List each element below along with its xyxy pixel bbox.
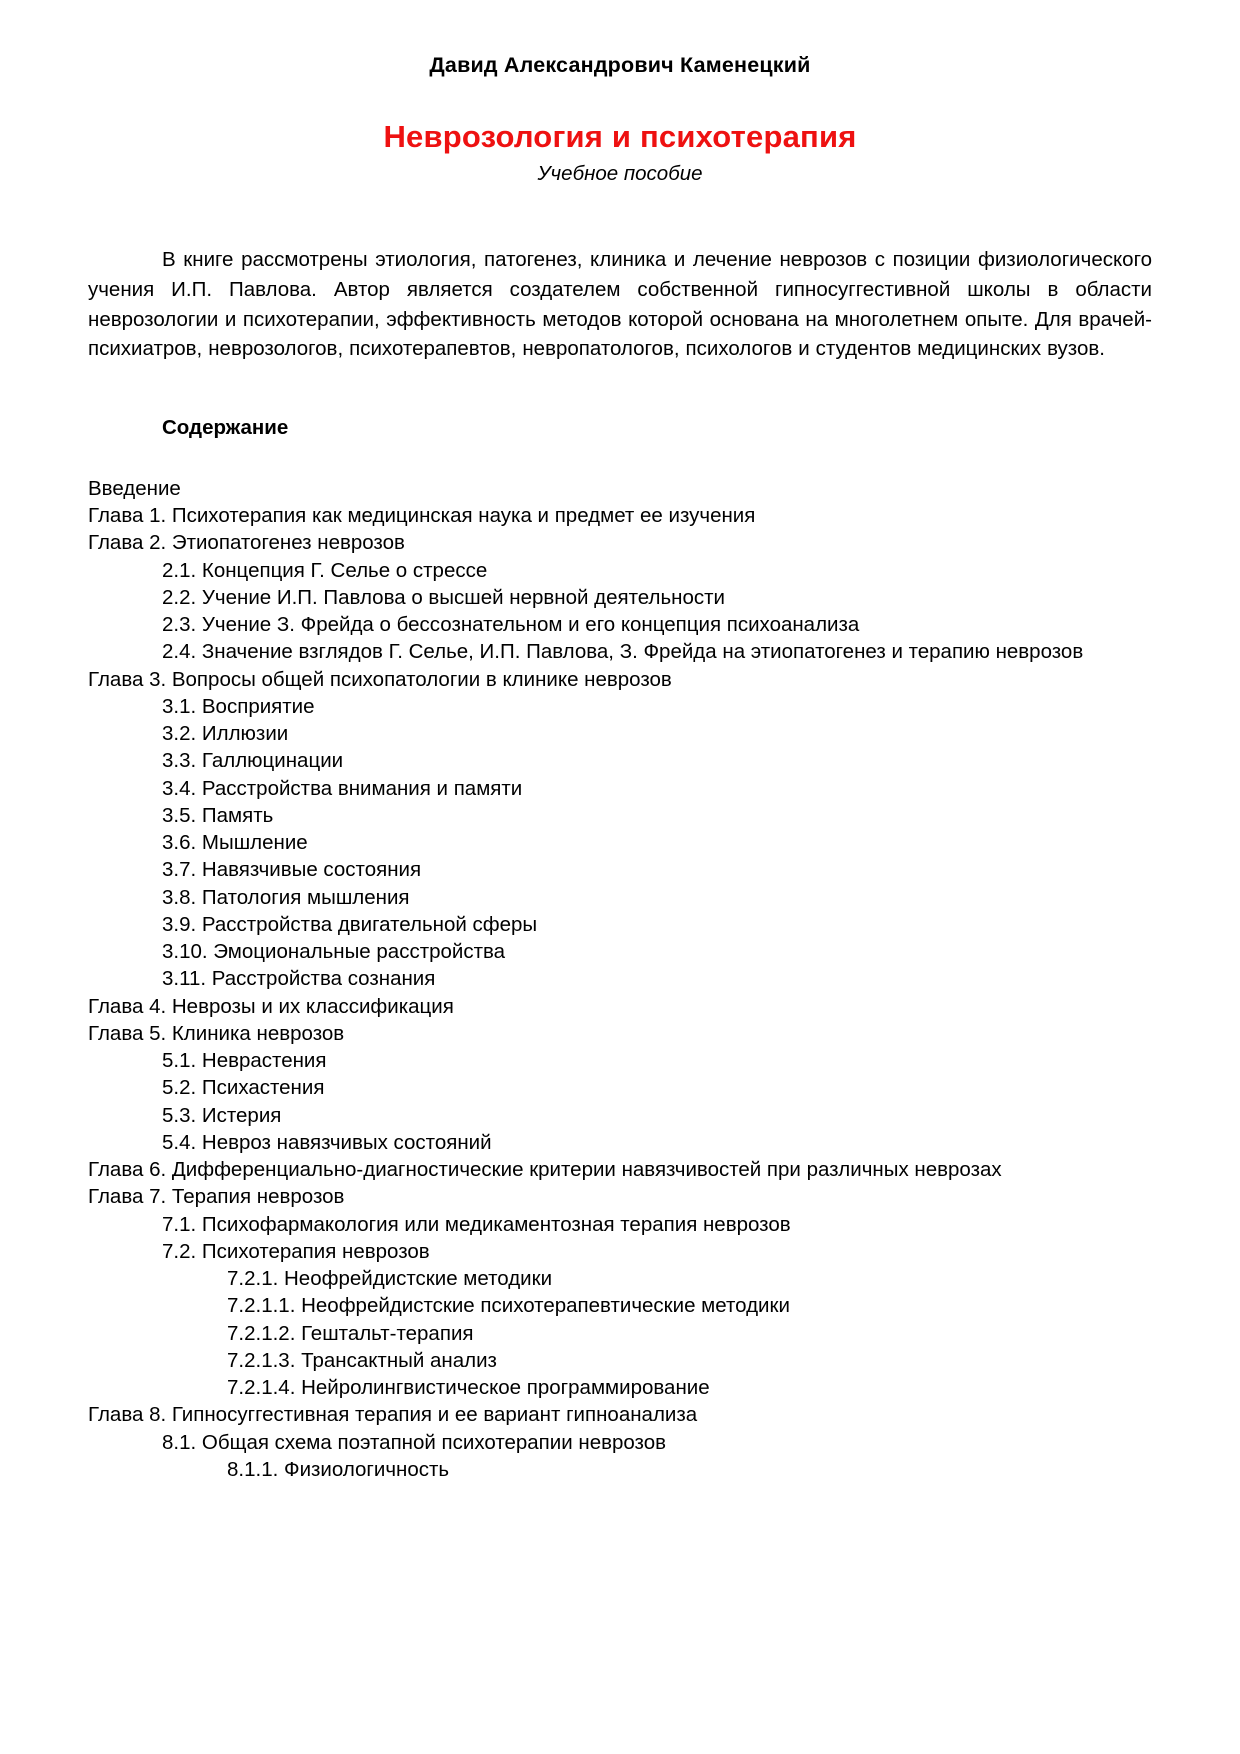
toc-entry[interactable]: 5.1. Неврастения (162, 1049, 327, 1073)
toc-entry[interactable]: Глава 6. Дифференциально-диагностические критерии навязчивостей при различных неврозах (88, 1158, 1002, 1182)
toc-entry[interactable]: 3.4. Расстройства внимания и памяти (162, 776, 523, 800)
toc-entry[interactable]: Глава 4. Неврозы и их классификация (88, 994, 454, 1018)
toc-entry[interactable]: 7.2.1. Неофрейдистские методики (227, 1267, 553, 1291)
toc-entry[interactable]: 5.2. Психастения (162, 1076, 325, 1100)
toc-entry[interactable]: 7.2.1.3. Трансактный анализ (227, 1348, 497, 1372)
book-subtitle: Учебное пособие (537, 162, 703, 186)
toc-entry[interactable]: 3.8. Патология мышления (162, 885, 410, 909)
toc-entry[interactable]: 3.10. Эмоциональные расстройства (162, 940, 506, 964)
toc-entry[interactable]: 7.2.1.2. Гештальт-терапия (227, 1321, 474, 1345)
toc-entry[interactable]: 3.3. Галлюцинации (162, 749, 344, 773)
toc-entry[interactable]: 7.2. Психотерапия неврозов (162, 1239, 430, 1263)
abstract-paragraph: В книге рассмотрены этиология, патогенез, клиника и лечение неврозов с позиции физиологического учения И.П. Павлова. Автор является создателем собственной гипносуггестивной школы в области неврозологии и психотерапии, эффективность методов которой основана на многолетнем опыте. Для врачей-психиатров, неврозологов, психотерапевтов, невропатологов, психологов и студентов медицинских вузов. (88, 248, 1152, 361)
toc-entry[interactable]: 8.1. Общая схема поэтапной психотерапии неврозов (162, 1430, 667, 1454)
toc-entry[interactable]: 3.11. Расстройства сознания (162, 967, 436, 991)
toc-entry[interactable]: 2.1. Концепция Г. Селье о стрессе (162, 558, 488, 582)
toc-entry[interactable]: 7.2.1.4. Нейролингвистическое программирование (227, 1376, 710, 1400)
toc-entry[interactable]: 2.3. Учение З. Фрейда о бессознательном и его концепция психоанализа (162, 613, 860, 637)
toc-entry[interactable]: 7.1. Психофармакология или медикаментозная терапия неврозов (162, 1212, 791, 1236)
table-of-contents (88, 475, 1152, 1483)
toc-entry[interactable]: 3.5. Память (162, 803, 274, 827)
toc-entry[interactable]: 8.1.1. Физиологичность (227, 1457, 450, 1481)
toc-entry[interactable]: 7.2.1.1. Неофрейдистские психотерапевтические методики (227, 1294, 790, 1318)
toc-entry[interactable]: 3.9. Расстройства двигательной сферы (162, 912, 538, 936)
toc-entry[interactable]: Глава 2. Этиопатогенез неврозов (88, 531, 405, 555)
toc-entry[interactable]: Глава 3. Вопросы общей психопатологии в клинике неврозов (88, 667, 672, 691)
book-title: Неврозология и психотерапия (383, 118, 857, 154)
toc-entry[interactable]: 3.7. Навязчивые состояния (162, 858, 422, 882)
toc-entry[interactable]: 5.3. Истерия (162, 1103, 282, 1127)
toc-entry[interactable]: 2.2. Учение И.П. Павлова о высшей нервной деятельности (162, 585, 725, 609)
author-name: Давид Александрович Каменецкий (429, 53, 811, 77)
toc-entry[interactable]: Глава 1. Психотерапия как медицинская наука и предмет ее изучения (88, 504, 756, 528)
toc-entry[interactable]: 3.1. Восприятие (162, 694, 315, 718)
table-of-contents-heading: Содержание (162, 416, 289, 440)
toc-entry[interactable]: Глава 8. Гипносуггестивная терапия и ее вариант гипноанализа (88, 1403, 698, 1427)
toc-entry[interactable]: 3.6. Мышление (162, 831, 308, 855)
toc-entry[interactable]: Глава 7. Терапия неврозов (88, 1185, 345, 1209)
toc-entry[interactable]: 3.2. Иллюзии (162, 722, 289, 746)
toc-entry[interactable]: Глава 5. Клиника неврозов (88, 1021, 345, 1045)
toc-entry[interactable]: 2.4. Значение взглядов Г. Селье, И.П. Павлова, З. Фрейда на этиопатогенез и терапию неврозов (162, 640, 1084, 664)
toc-entry[interactable]: Введение (88, 476, 181, 500)
toc-entry[interactable]: 5.4. Невроз навязчивых состояний (162, 1130, 492, 1154)
